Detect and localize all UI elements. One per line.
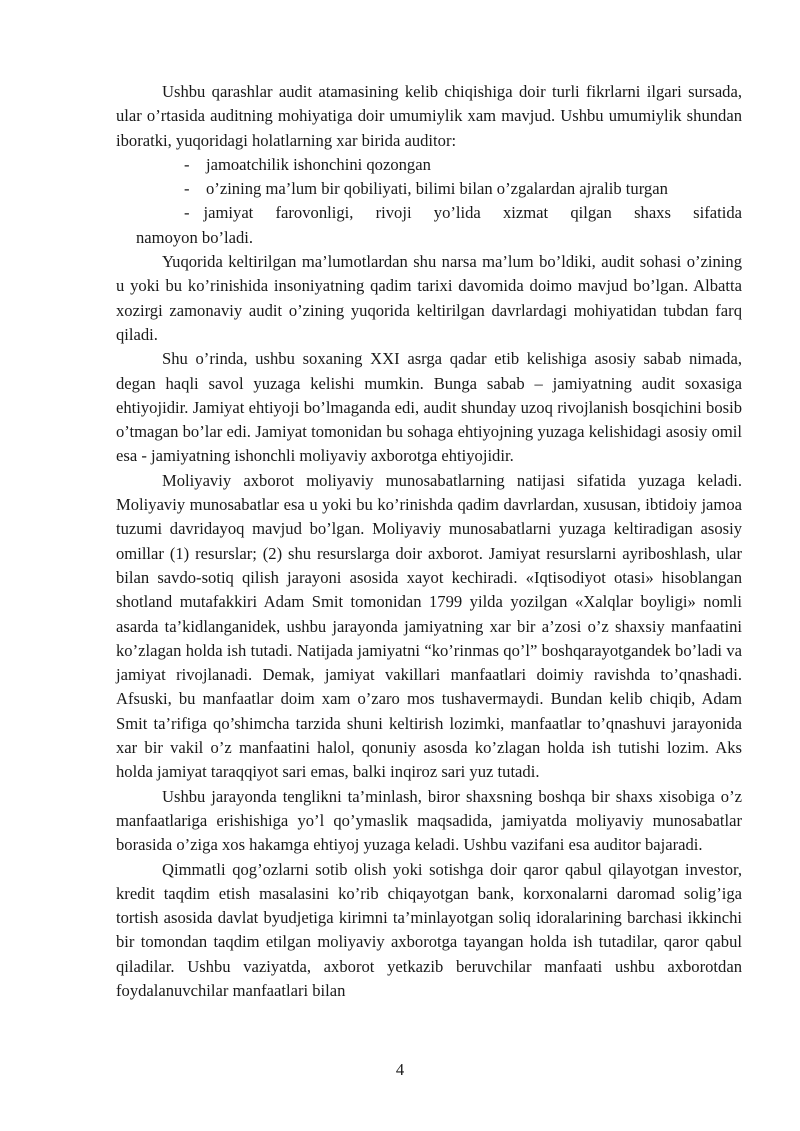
dash-bullet: - — [184, 154, 190, 174]
list-continuation: namoyon bo’ladi. — [136, 227, 254, 247]
list-item — [184, 201, 742, 225]
list-item — [184, 153, 742, 177]
paragraph-5: Ushbu jarayonda tenglikni ta’minlash, biror shaxsning boshqa bir shaxs xisobiga o’z manfaatlariga erishishiga yo’l qo’ymaslik maqsadida, jamiyatda moliyaviy munosabatlar borasida o’ziga xos hakamga ehtiyoj yuzaga keladi. Ushbu vazifani esa auditor bajaradi. — [116, 786, 742, 855]
dash-bullet: - — [184, 179, 190, 199]
paragraph-2: Yuqorida keltirilgan ma’lumotlardan shu narsa ma’lum bo’ldiki, audit sohasi o’zining u yoki bu ko’rinishida insoniyatning qadim tarixi davomida doimo mavjud bo’lgan. Albatta xozirgi zamonaviy audit o’zining yuqorida keltirilgan davrlardagi mohiyatidan tubdan farq qiladi. — [116, 252, 742, 344]
paragraph-1: Ushbu qarashlar audit atamasining kelib chiqishiga doir turli fikrlarni ilgari sursada, ular o’rtasida auditning mohiyatiga doir umumiylik xam mavjud. Ushbu umumiylik shundan iboratki, yuqoridagi holatlarning xar birida auditor: — [116, 82, 742, 150]
dash-bullet: - — [184, 203, 190, 223]
paragraph-3: Shu o’rinda, ushbu soxaning XXI asrga qadar etib kelishiga asosiy sabab nimada, degan haqli savol yuzaga kelishi mumkin. Bunga sabab – jamiyatning audit soxasiga ehtiyojidir. Jamiyat ehtiyoji bo’lmaganda edi, audit shunday uzoq rivojlanish bosqichini bosib o’tmagan bo’lar edi. Jamiyat tomonidan bu sohaga ehtiyojning yuzaga kelishidagi asosiy omil esa - jamiyatning ishonchli moliyaviy axborotga ehtiyojidir. — [116, 349, 742, 466]
page-number: 4 — [395, 1060, 405, 1079]
auditor-qualities-list — [116, 153, 742, 226]
list-item-text: o’zining ma’lum bir qobiliyati, bilimi bilan o’zgalardan ajralib turgan — [206, 179, 668, 199]
list-item — [184, 177, 742, 201]
list-item-text: jamoatchilik ishonchini qozongan — [206, 154, 431, 174]
paragraph-4: Moliyaviy axborot moliyaviy munosabatlarning natijasi sifatida yuzaga keladi. Moliyaviy munosabatlar esa u yoki bu ko’rinishda qadim davrlardan, xususan, ibtidoiy jamoa tuzumi davridayoq mavjud bo’lgan. Moliyaviy munosabatlarni yuzaga keltiradigan asosiy omillar (1) resurslar; (2) shu resurslarga doir axborot. Jamiyat resurslarni ayriboshlash, ular bilan savdo-sotiq qilish jarayoni asosida xayot kechiradi. «Iqtisodiyot otasi» hisoblangan shotland mutafakkiri Adam Smit tomonidan 1799 yilda yozilgan «Xalqlar boyligi» nomli asarda ta’kidlanganidek, ushbu jarayonda jamiyatning xar bir a’zosi o’z shaxsiy manfaatini ko’zlagan holda ish tutadi. Natijada jamiyatni “ko’rinmas qo’l” boshqarayotgandek bo’ladi va jamiyat rivojlanadi. Demak, jamiyat vakillari manfaatlari doimiy ravishda to’qnashadi. Afsuski, bu manfaatlar doim xam o’zaro mos tushavermaydi. Bundan kelib chiqib, Adam Smit ta’rifiga qo’shimcha tarzida shuni keltirish lozimki, manfaatlar to’qnashuvi jarayonida xar bir vakil o’z manfaatini halol, qonuniy asosda ko’zlagan holda ish tutishi lozim. Aks holda jamiyat taraqqiyot sari emas, balki inqiroz sari yuz tutadi. — [116, 470, 742, 782]
list-item-text: jamiyat farovonligi, rivoji yo’lida xizmat qilgan shaxs sifatida — [203, 203, 742, 223]
paragraph-6: Qimmatli qog’ozlarni sotib olish yoki sotishga doir qaror qabul qilayotgan investor, kredit taqdim etish masalasini ko’rib chiqayotgan bank, korxonalarni daromad solig’iga tortish asosida davlat byudjetiga kirimni ta’minlayotgan soliq idoralarining barchasi ikkinchi bir tomondan taqdim etilgan moliyaviy axborotga tayangan holda ish tutadilar, qaror qabul qiladilar. Ushbu vaziyatda, axborot yetkazib beruvchilar manfaati ushbu axborotdan foydalanuvchilar manfaatlari bilan — [116, 859, 742, 1000]
